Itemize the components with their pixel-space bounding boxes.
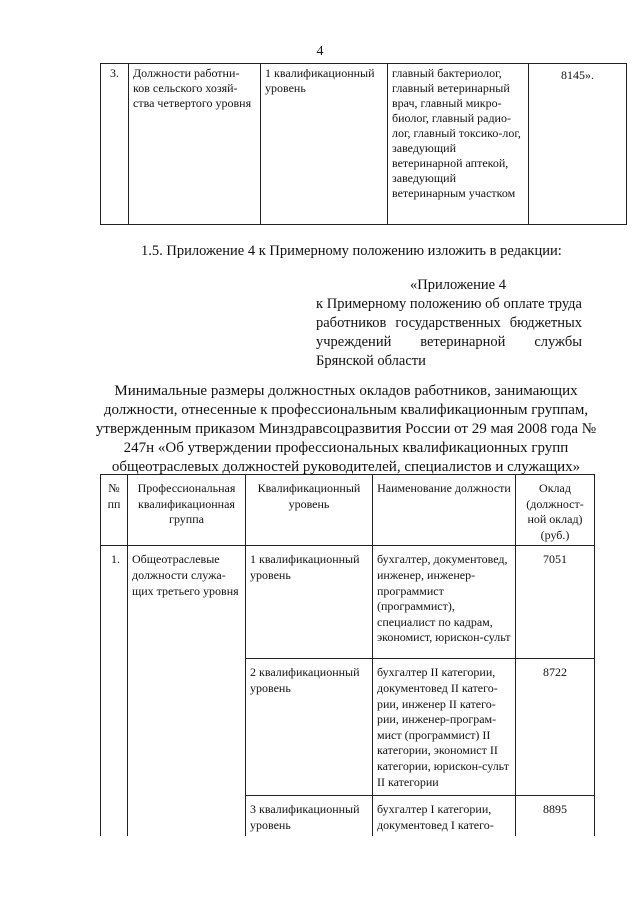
page-number: 4 — [316, 44, 324, 59]
row-number: 3. — [101, 64, 129, 225]
amendment-paragraph: 1.5. Приложение 4 к Примерному положению изложить в редакции: — [141, 243, 562, 259]
table-row — [101, 64, 627, 225]
header-position: Наименование должности — [373, 475, 516, 546]
qualification-group-cell: Общеотраслевые должности служа-щих третьего уровня — [128, 546, 246, 837]
table-heading: Минимальные размеры должностных окладов работников, занимающих должности, отнесенные к профессиональным квалификационным группам, утвержденным приказом Минздравсоцразвития России от 29 мая 2008 года № 247н «Об утверждении профессиональных квалификационных групп общеотраслевых должностей руководителей, специалистов и служащих» — [95, 383, 597, 475]
row-number: 1. — [101, 546, 128, 837]
annex-body: к Примерному положению об оплате труда работников государственных бюджетных учреждений ветеринарной службы Брянской области — [316, 296, 582, 369]
salary-table — [100, 474, 595, 836]
header-num: № пп — [101, 475, 128, 546]
salary-cell: 8145». — [529, 64, 627, 225]
header-group: Профессиональная квалификационная группа — [128, 475, 246, 546]
qualification-level-cell: 1 квалификационный уровень — [261, 64, 388, 225]
annex-title: «Приложение 4 — [410, 277, 506, 293]
table-row — [101, 546, 595, 659]
table-header-row — [101, 475, 595, 546]
qualification-level-cell: 3 квалификационный уровень — [246, 796, 373, 837]
salary-cell: 7051 — [516, 546, 595, 659]
table-continuation — [100, 63, 627, 225]
qualification-group-cell: Должности работни-ков сельского хозяй-ства четвертого уровня — [129, 64, 261, 225]
qualification-level-cell: 1 квалификационный уровень — [246, 546, 373, 659]
salary-cell: 8722 — [516, 659, 595, 796]
salary-cell: 8895 — [516, 796, 595, 837]
qualification-level-cell: 2 квалификационный уровень — [246, 659, 373, 796]
positions-cell: бухгалтер, документовед, инженер, инженер-программист (программист), специалист по кадрам, экономист, юрискон-сульт — [373, 546, 516, 659]
header-level: Квалификационный уровень — [246, 475, 373, 546]
positions-cell: бухгалтер I категории, документовед I катего- — [373, 796, 516, 837]
annex-reference — [316, 276, 582, 371]
positions-cell: главный бактериолог, главный ветеринарный врач, главный микро-биолог, главный радио-лог, главный токсико-лог, заведующий ветеринарной аптекой, заведующий ветеринарным участком — [388, 64, 529, 225]
header-salary: Оклад (должност-ной оклад) (руб.) — [516, 475, 595, 546]
positions-cell: бухгалтер II категории, документовед II катего-рии, инженер II катего-рии, инженер-програм-мист (программист) II категории, экономист II категории, юрискон-сульт II категории — [373, 659, 516, 796]
